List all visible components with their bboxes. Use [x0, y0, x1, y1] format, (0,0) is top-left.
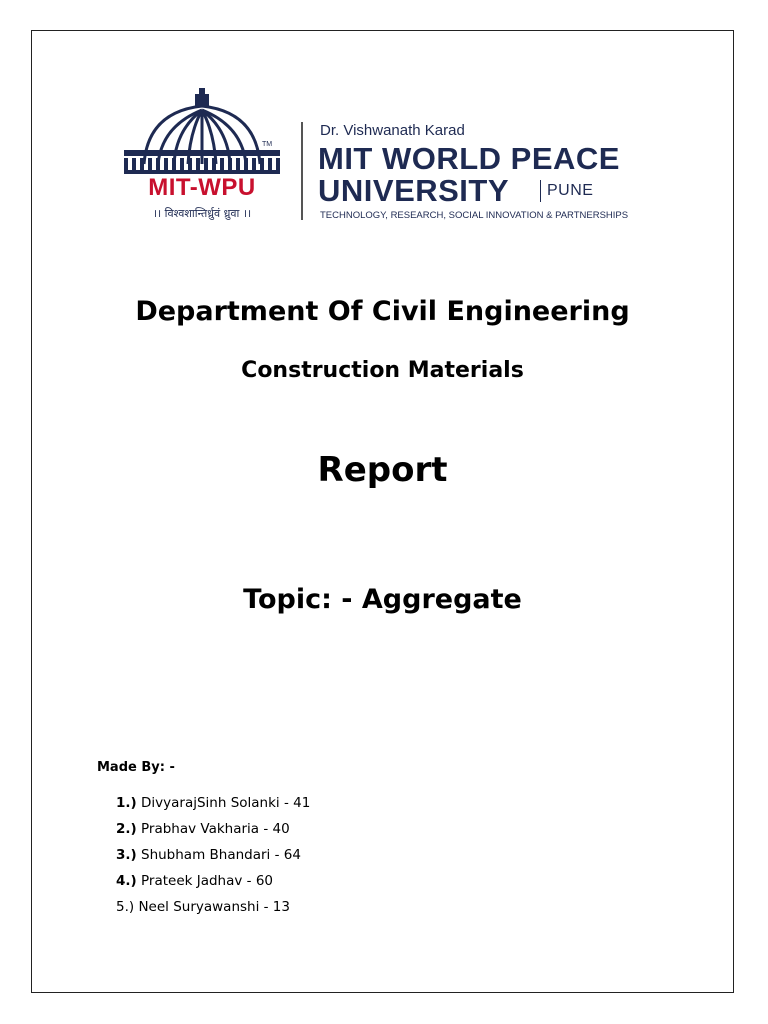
- list-number: 3.): [116, 847, 137, 863]
- list-number: 4.): [116, 873, 137, 889]
- list-number: 2.): [116, 821, 137, 837]
- list-item: [116, 819, 310, 845]
- university-tagline: TECHNOLOGY, RESEARCH, SOCIAL INNOVATION & PARTNERSHIPS: [320, 210, 629, 221]
- logo-motto: ।। विश्वशान्तिर्ध्रुवं ध्रुवा ।।: [152, 207, 252, 220]
- author-entry: Prabhav Vakharia - 40: [136, 821, 290, 837]
- city-separator: [540, 180, 541, 202]
- list-item: [116, 793, 310, 819]
- author-entry: DivyarajSinh Solanki - 41: [136, 795, 311, 811]
- author-entry: Shubham Bhandari - 64: [136, 847, 301, 863]
- list-number: 1.): [116, 795, 137, 811]
- topic-heading: Topic: - Aggregate: [243, 584, 522, 615]
- author-list: [116, 793, 310, 923]
- made-by-heading: Made By: -: [97, 760, 175, 775]
- logo-divider: [301, 122, 303, 220]
- logo-wordmark: MIT-WPU: [148, 174, 256, 201]
- document-type-heading: Report: [317, 450, 448, 490]
- author-entry: Prateek Jadhav - 60: [136, 873, 274, 889]
- university-name-line1: MIT WORLD PEACE: [318, 141, 620, 176]
- dome-icon: [118, 86, 286, 176]
- list-number: 5.): [116, 899, 135, 915]
- list-item: [116, 845, 310, 871]
- list-item: [116, 897, 310, 923]
- department-title: Department Of Civil Engineering: [135, 296, 630, 327]
- university-city: PUNE: [547, 182, 594, 199]
- list-item: [116, 871, 310, 897]
- course-title: Construction Materials: [241, 358, 524, 383]
- university-subtitle: Dr. Vishwanath Karad: [320, 122, 465, 139]
- author-entry: Neel Suryawanshi - 13: [134, 899, 290, 915]
- university-name-line2: UNIVERSITY: [318, 173, 510, 208]
- trademark-mark: TM: [262, 141, 273, 148]
